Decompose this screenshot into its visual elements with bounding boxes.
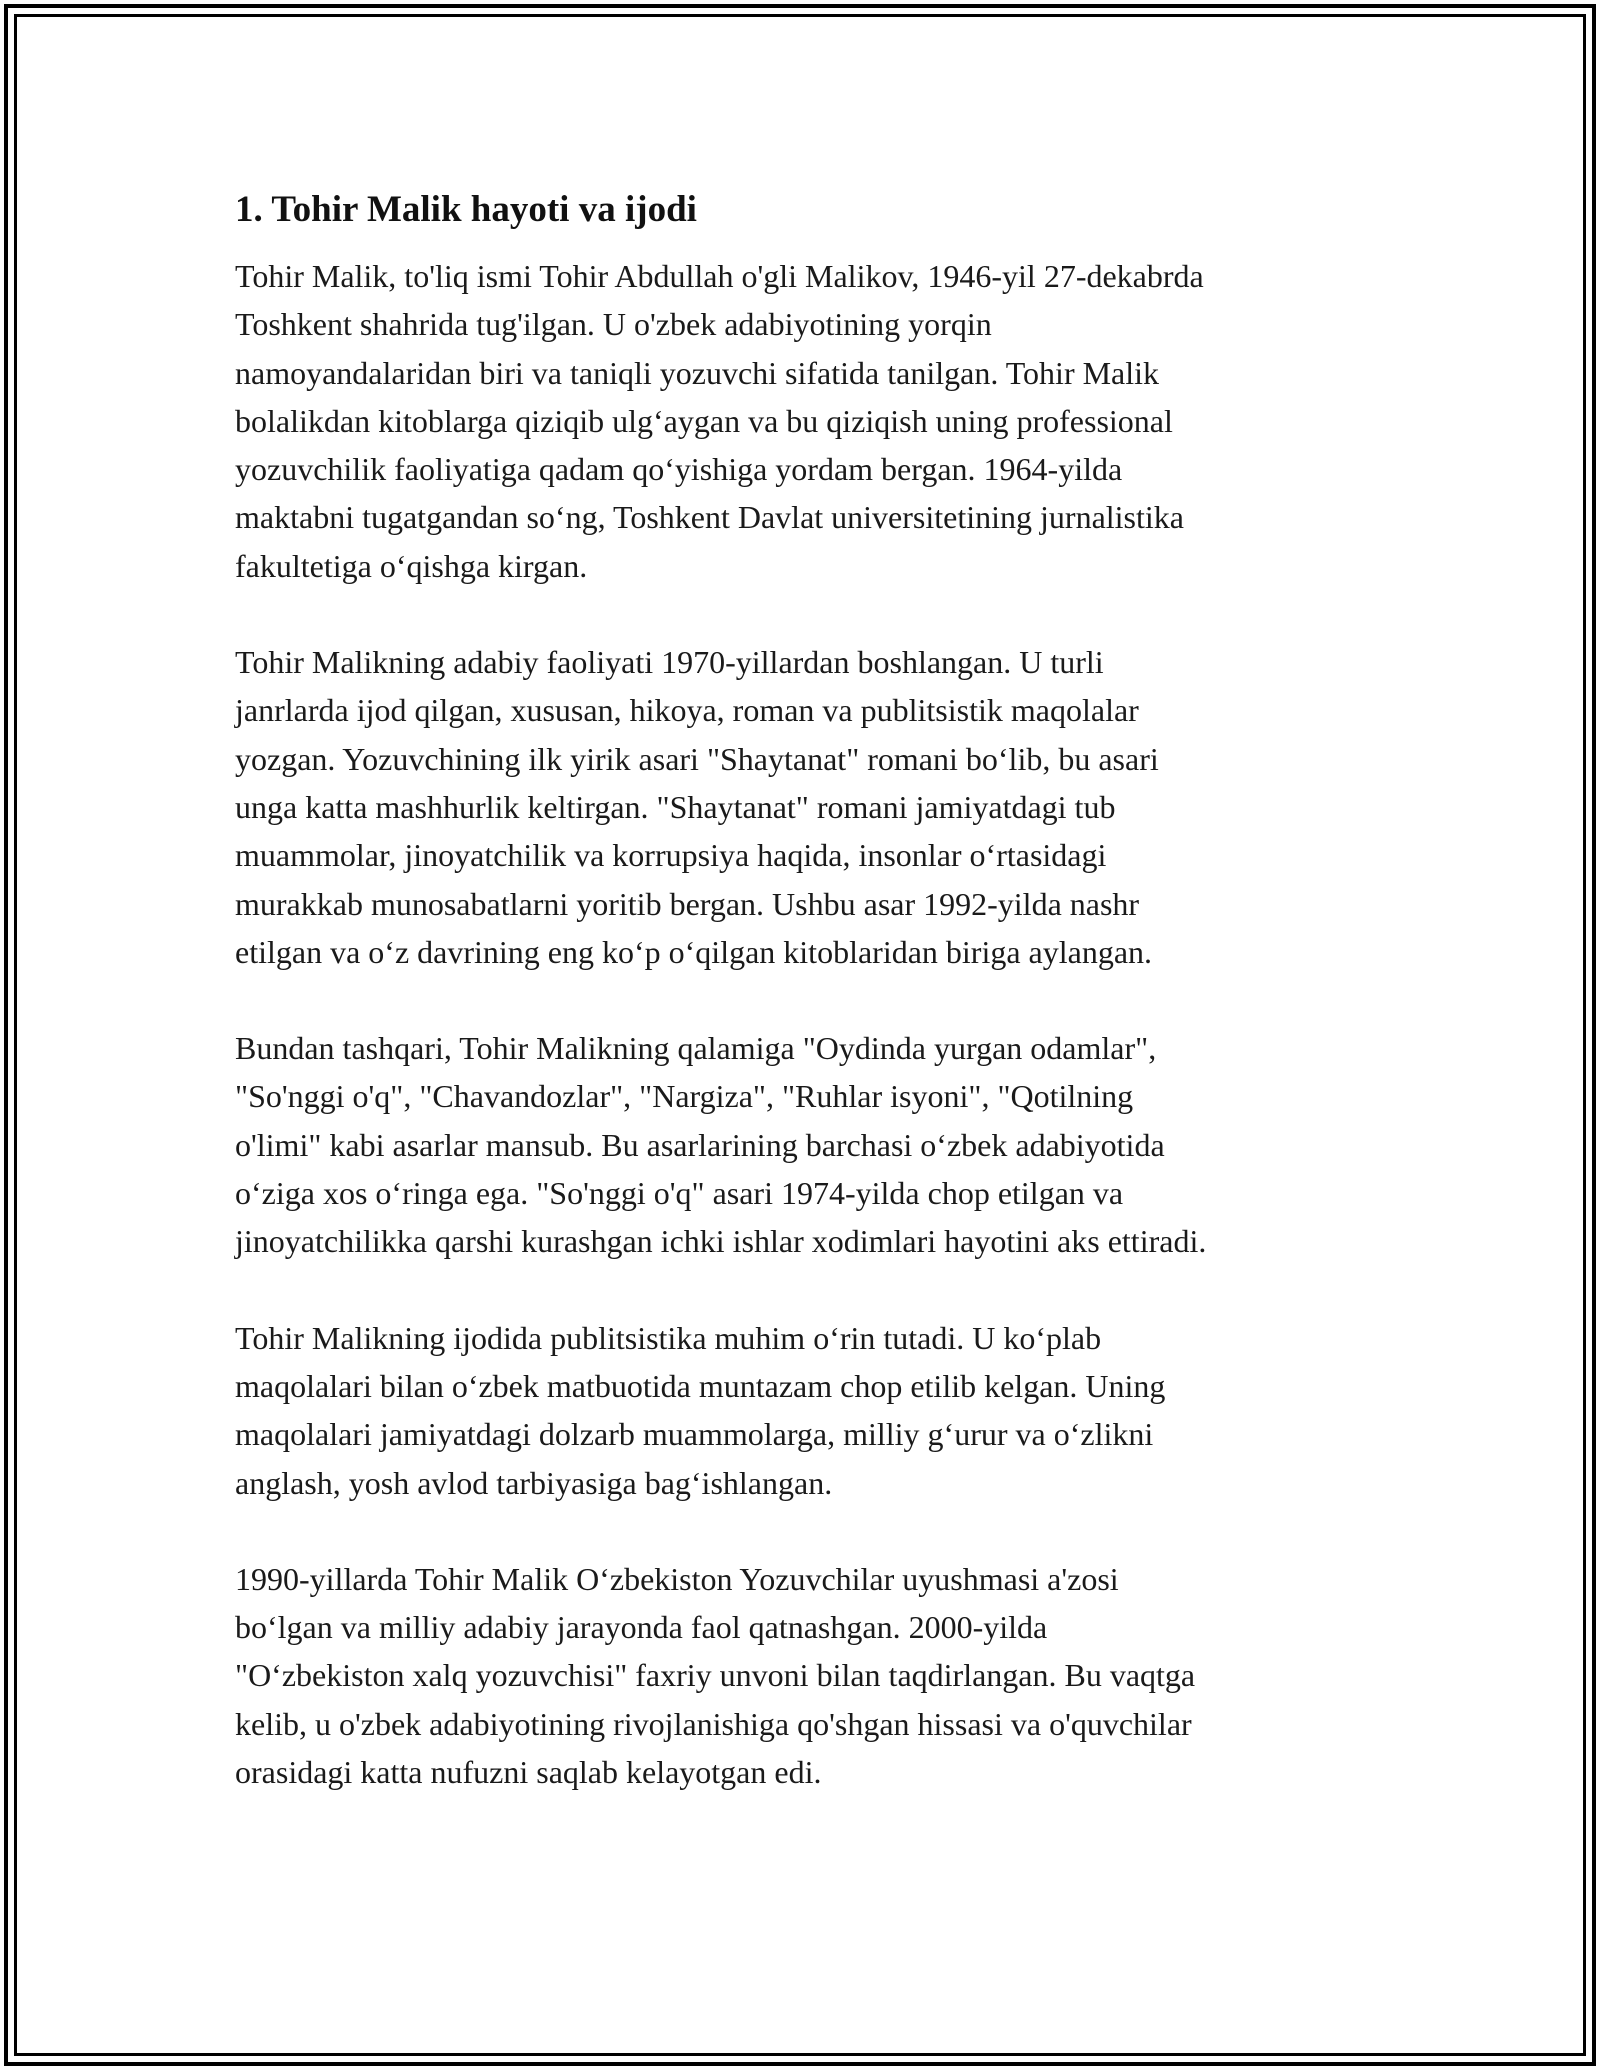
text-line: bolalikdan kitoblarga qiziqib ulgʻaygan va bu qiziqish uning professional (235, 402, 1173, 439)
text-line: "Oʻzbekiston xalq yozuvchisi" faxriy unvoni bilan taqdirlangan. Bu vaqtga (235, 1657, 1196, 1694)
text-line: yozgan. Yozuvchining ilk yirik asari "Shaytanat" romani boʻlib, bu asari (235, 740, 1159, 777)
paragraph (235, 252, 1385, 590)
text-line: Bundan tashqari, Tohir Malikning qalamiga "Oydinda yurgan odamlar", (235, 1030, 1157, 1067)
text-line: boʻlgan va milliy adabiy jarayonda faol qatnashgan. 2000-yilda (235, 1609, 1048, 1646)
text-line: oʻziga xos oʻringa ega. "So'nggi o'q" asari 1974-yilda chop etilgan va (235, 1175, 1124, 1212)
text-line: kelib, u o'zbek adabiyotining rivojlanishiga qo'shgan hissasi va o'quvchilar (235, 1705, 1192, 1742)
text-line: etilgan va oʻz davrining eng koʻp oʻqilgan kitoblaridan biriga aylangan. (235, 933, 1153, 970)
text-line: maqolalari bilan oʻzbek matbuotida muntazam chop etilib kelgan. Uning (235, 1367, 1166, 1404)
text-line: 1990-yillarda Tohir Malik Oʻzbekiston Yozuvchilar uyushmasi a'zosi (235, 1560, 1119, 1597)
paragraph (235, 638, 1385, 976)
text-line: murakkab munosabatlarni yoritib bergan. Ushbu asar 1992-yilda nashr (235, 885, 1140, 922)
paragraph-list (235, 252, 1385, 1796)
section-heading: 1. Tohir Malik hayoti va ijodi (235, 189, 697, 230)
text-line: Tohir Malikning ijodida publitsistika muhim oʻrin tutadi. U koʻplab (235, 1319, 1102, 1356)
text-line: Tohir Malikning adabiy faoliyati 1970-yillardan boshlangan. U turli (235, 644, 1104, 681)
text-line: jinoyatchilikka qarshi kurashgan ichki ishlar xodimlari hayotini aks ettiradi. (235, 1223, 1207, 1260)
text-line: fakultetiga oʻqishga kirgan. (235, 547, 588, 584)
document-body (235, 186, 1385, 1844)
paragraph (235, 1555, 1385, 1796)
text-line: unga katta mashhurlik keltirgan. "Shaytanat" romani jamiyatdagi tub (235, 788, 1116, 825)
text-line: maqolalari jamiyatdagi dolzarb muammolarga, milliy gʻurur va oʻzlikni (235, 1416, 1154, 1453)
text-line: yozuvchilik faoliyatiga qadam qoʻyishiga yordam bergan. 1964-yilda (235, 451, 1123, 488)
text-line: muammolar, jinoyatchilik va korrupsiya haqida, insonlar oʻrtasidagi (235, 837, 1107, 874)
paragraph (235, 1024, 1385, 1265)
text-line: orasidagi katta nufuzni saqlab kelayotgan edi. (235, 1754, 822, 1791)
text-line: Toshkent shahrida tug'ilgan. U o'zbek adabiyotining yorqin (235, 306, 992, 343)
text-line: o'limi" kabi asarlar mansub. Bu asarlarining barchasi oʻzbek adabiyotida (235, 1126, 1165, 1163)
text-line: janrlarda ijod qilgan, xususan, hikoya, roman va publitsistik maqolalar (235, 692, 1139, 729)
text-line: namoyandalaridan biri va taniqli yozuvchi sifatida tanilgan. Tohir Malik (235, 354, 1160, 391)
paragraph (235, 1314, 1385, 1507)
text-line: anglash, yosh avlod tarbiyasiga bagʻishlangan. (235, 1464, 833, 1501)
text-line: maktabni tugatgandan soʻng, Toshkent Davlat universitetining jurnalistika (235, 499, 1184, 536)
text-line: "So'nggi o'q", "Chavandozlar", "Nargiza", "Ruhlar isyoni", "Qotilning (235, 1078, 1134, 1115)
text-line: Tohir Malik, to'liq ismi Tohir Abdullah o'gli Malikov, 1946-yil 27-dekabrda (235, 258, 1204, 294)
